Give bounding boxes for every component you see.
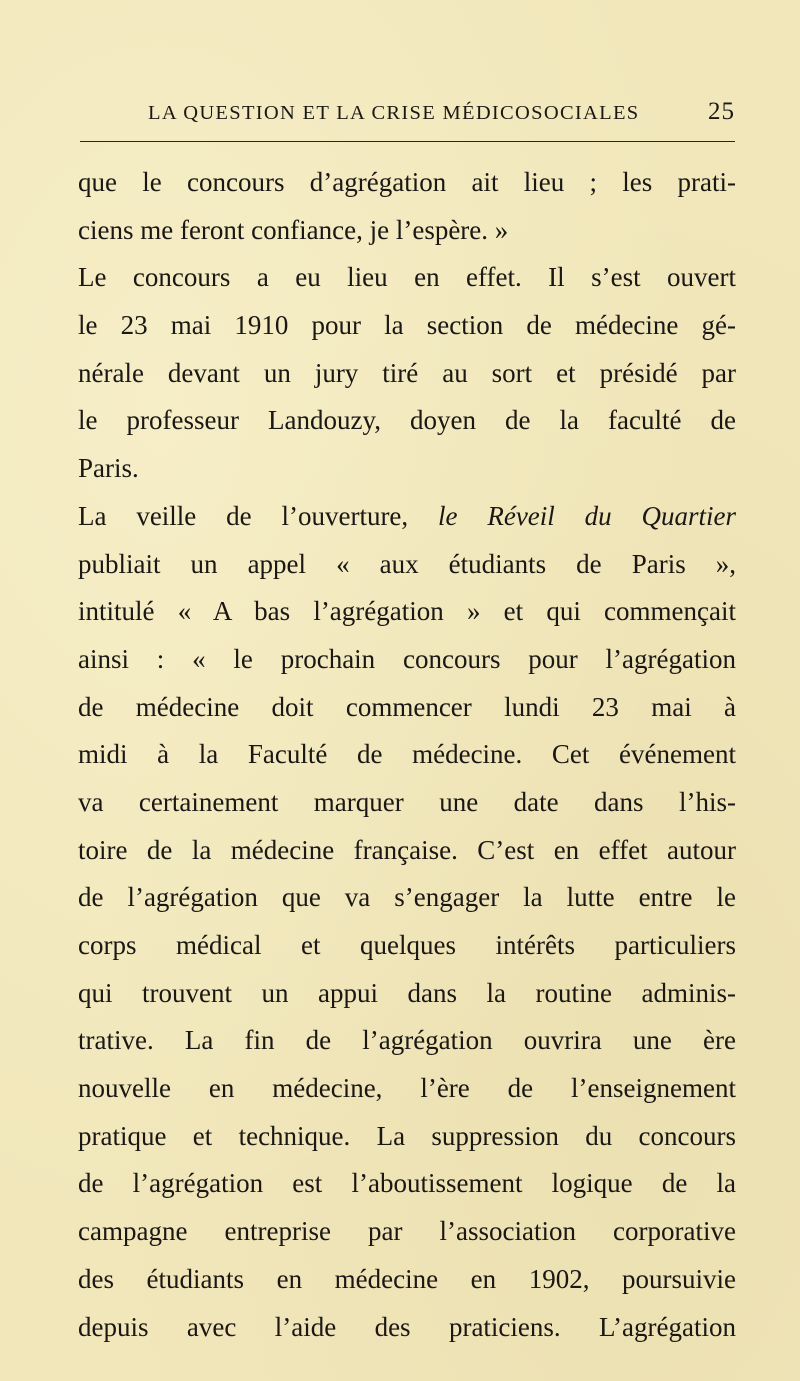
header-rule — [80, 141, 735, 142]
text-line: des étudiants en médecine en 1902, poursuivie — [78, 1263, 736, 1294]
text-line: midi à la Faculté de médecine. Cet événement — [78, 739, 736, 770]
page-number: 25 — [708, 98, 735, 125]
text-line: de médecine doit commencer lundi 23 mai à — [78, 691, 736, 722]
text-line: ainsi : « le prochain concours pour l’agrégation — [78, 643, 736, 674]
text-line: de l’agrégation est l’aboutissement logique de la — [78, 1168, 736, 1199]
newspaper-title: le Réveil du Quartier — [438, 500, 736, 531]
text-line: le 23 mai 1910 pour la section de médecine gé- — [78, 310, 736, 341]
text-line: publiait un appel « aux étudiants de Paris », — [78, 548, 736, 579]
running-head — [80, 98, 735, 134]
text-line: pratique et technique. La suppression du concours — [78, 1120, 736, 1151]
text-line: trative. La fin de l’agrégation ouvrira une ère — [78, 1025, 736, 1056]
text-line: campagne entreprise par l’association corporative — [78, 1216, 736, 1247]
text-line: toire de la médecine française. C’est en effet autour — [78, 834, 736, 865]
body-text — [78, 159, 736, 1351]
text-line: va certainement marquer une date dans l’his- — [78, 786, 736, 817]
text-run: La veille de l’ouverture, — [78, 500, 439, 531]
text-line: ciens me feront confiance, je l’espère. » — [78, 214, 509, 245]
text-line: le professeur Landouzy, doyen de la faculté de — [78, 405, 736, 436]
text-line: intitulé « A bas l’agrégation » et qui commençait — [78, 596, 736, 627]
text-line: nérale devant un jury tiré au sort et présidé par — [78, 357, 736, 388]
running-title: LA QUESTION ET LA CRISE MÉDICOSOCIALES — [148, 102, 640, 124]
text-line: Paris. — [78, 453, 139, 484]
text-line: depuis avec l’aide des praticiens. L’agrégation — [78, 1311, 736, 1342]
text-line-mixed — [78, 493, 736, 541]
text-line: que le concours d’agrégation ait lieu ; les prati- — [78, 167, 736, 197]
text-line: nouvelle en médecine, l’ère de l’enseignement — [78, 1073, 736, 1104]
text-line: qui trouvent un appui dans la routine adminis- — [78, 977, 736, 1008]
text-line: de l’agrégation que va s’engager la lutte entre le — [78, 882, 736, 913]
text-line: Le concours a eu lieu en effet. Il s’est ouvert — [78, 262, 736, 293]
text-line: corps médical et quelques intérêts particuliers — [78, 930, 736, 960]
